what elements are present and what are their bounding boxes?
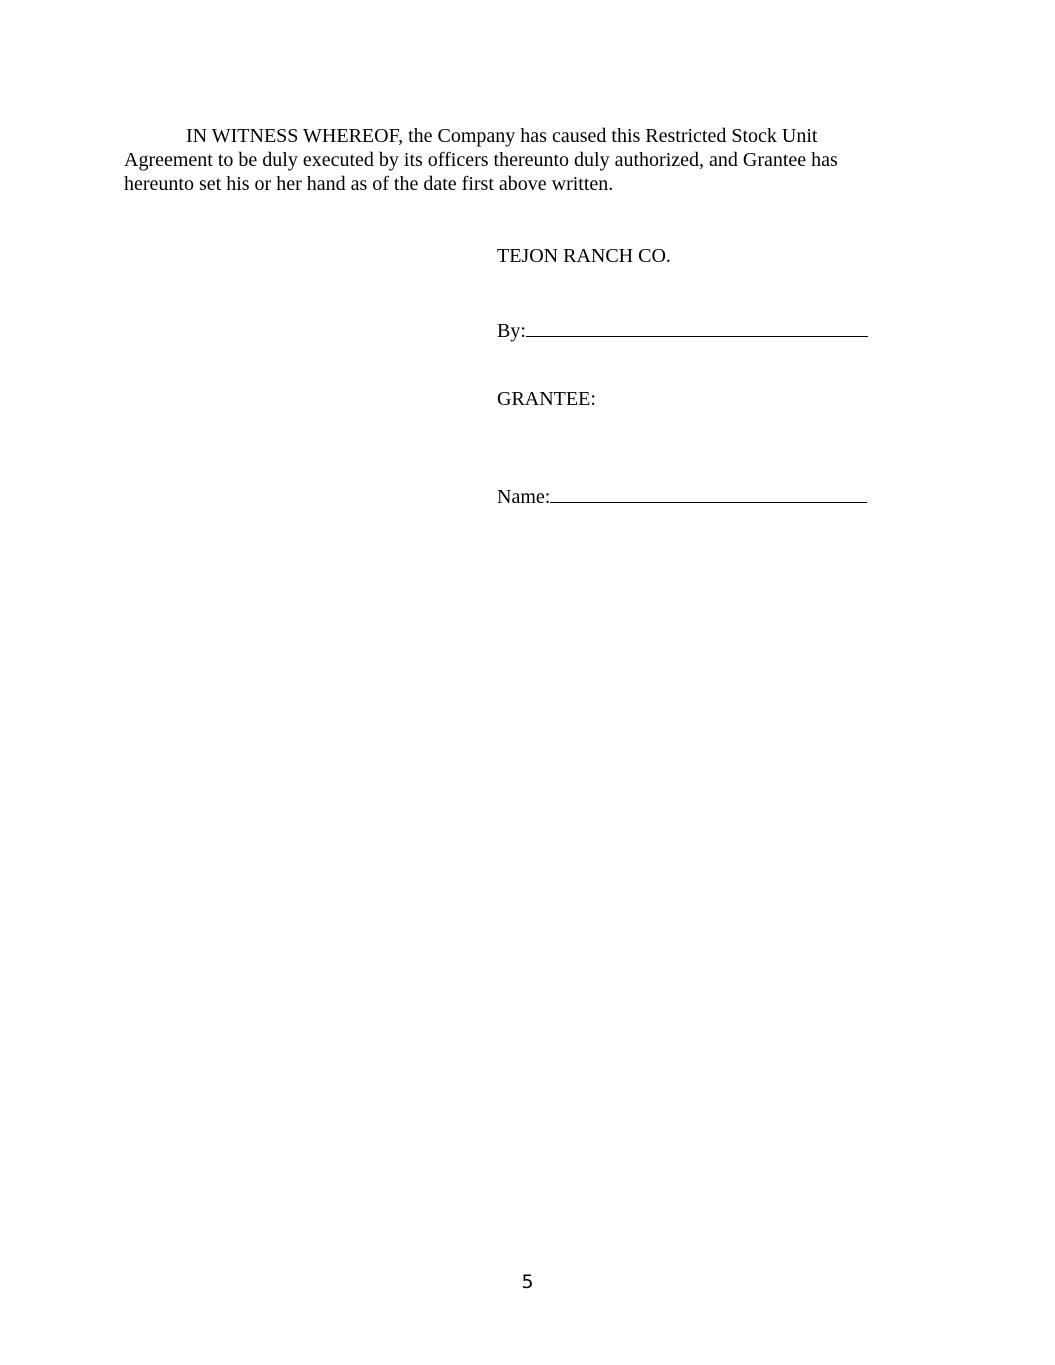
page-number: 5 xyxy=(521,1271,534,1293)
by-label: By: xyxy=(497,320,526,342)
name-label: Name: xyxy=(497,486,551,508)
grantee-name-line xyxy=(497,482,867,509)
company-name: TEJON RANCH CO. xyxy=(497,245,671,267)
witness-paragraph-text: IN WITNESS WHEREOF, the Company has caused this Restricted Stock Unit Agreement to be duly executed by its officers thereunto duly authorized, and Grantee has hereunto set his or her hand as of the date first above written. xyxy=(124,125,838,195)
company-signature-field xyxy=(526,316,868,337)
grantee-name-field xyxy=(550,482,867,503)
company-signature-line xyxy=(497,316,868,343)
grantee-label: GRANTEE: xyxy=(497,388,596,410)
witness-paragraph xyxy=(124,124,884,196)
